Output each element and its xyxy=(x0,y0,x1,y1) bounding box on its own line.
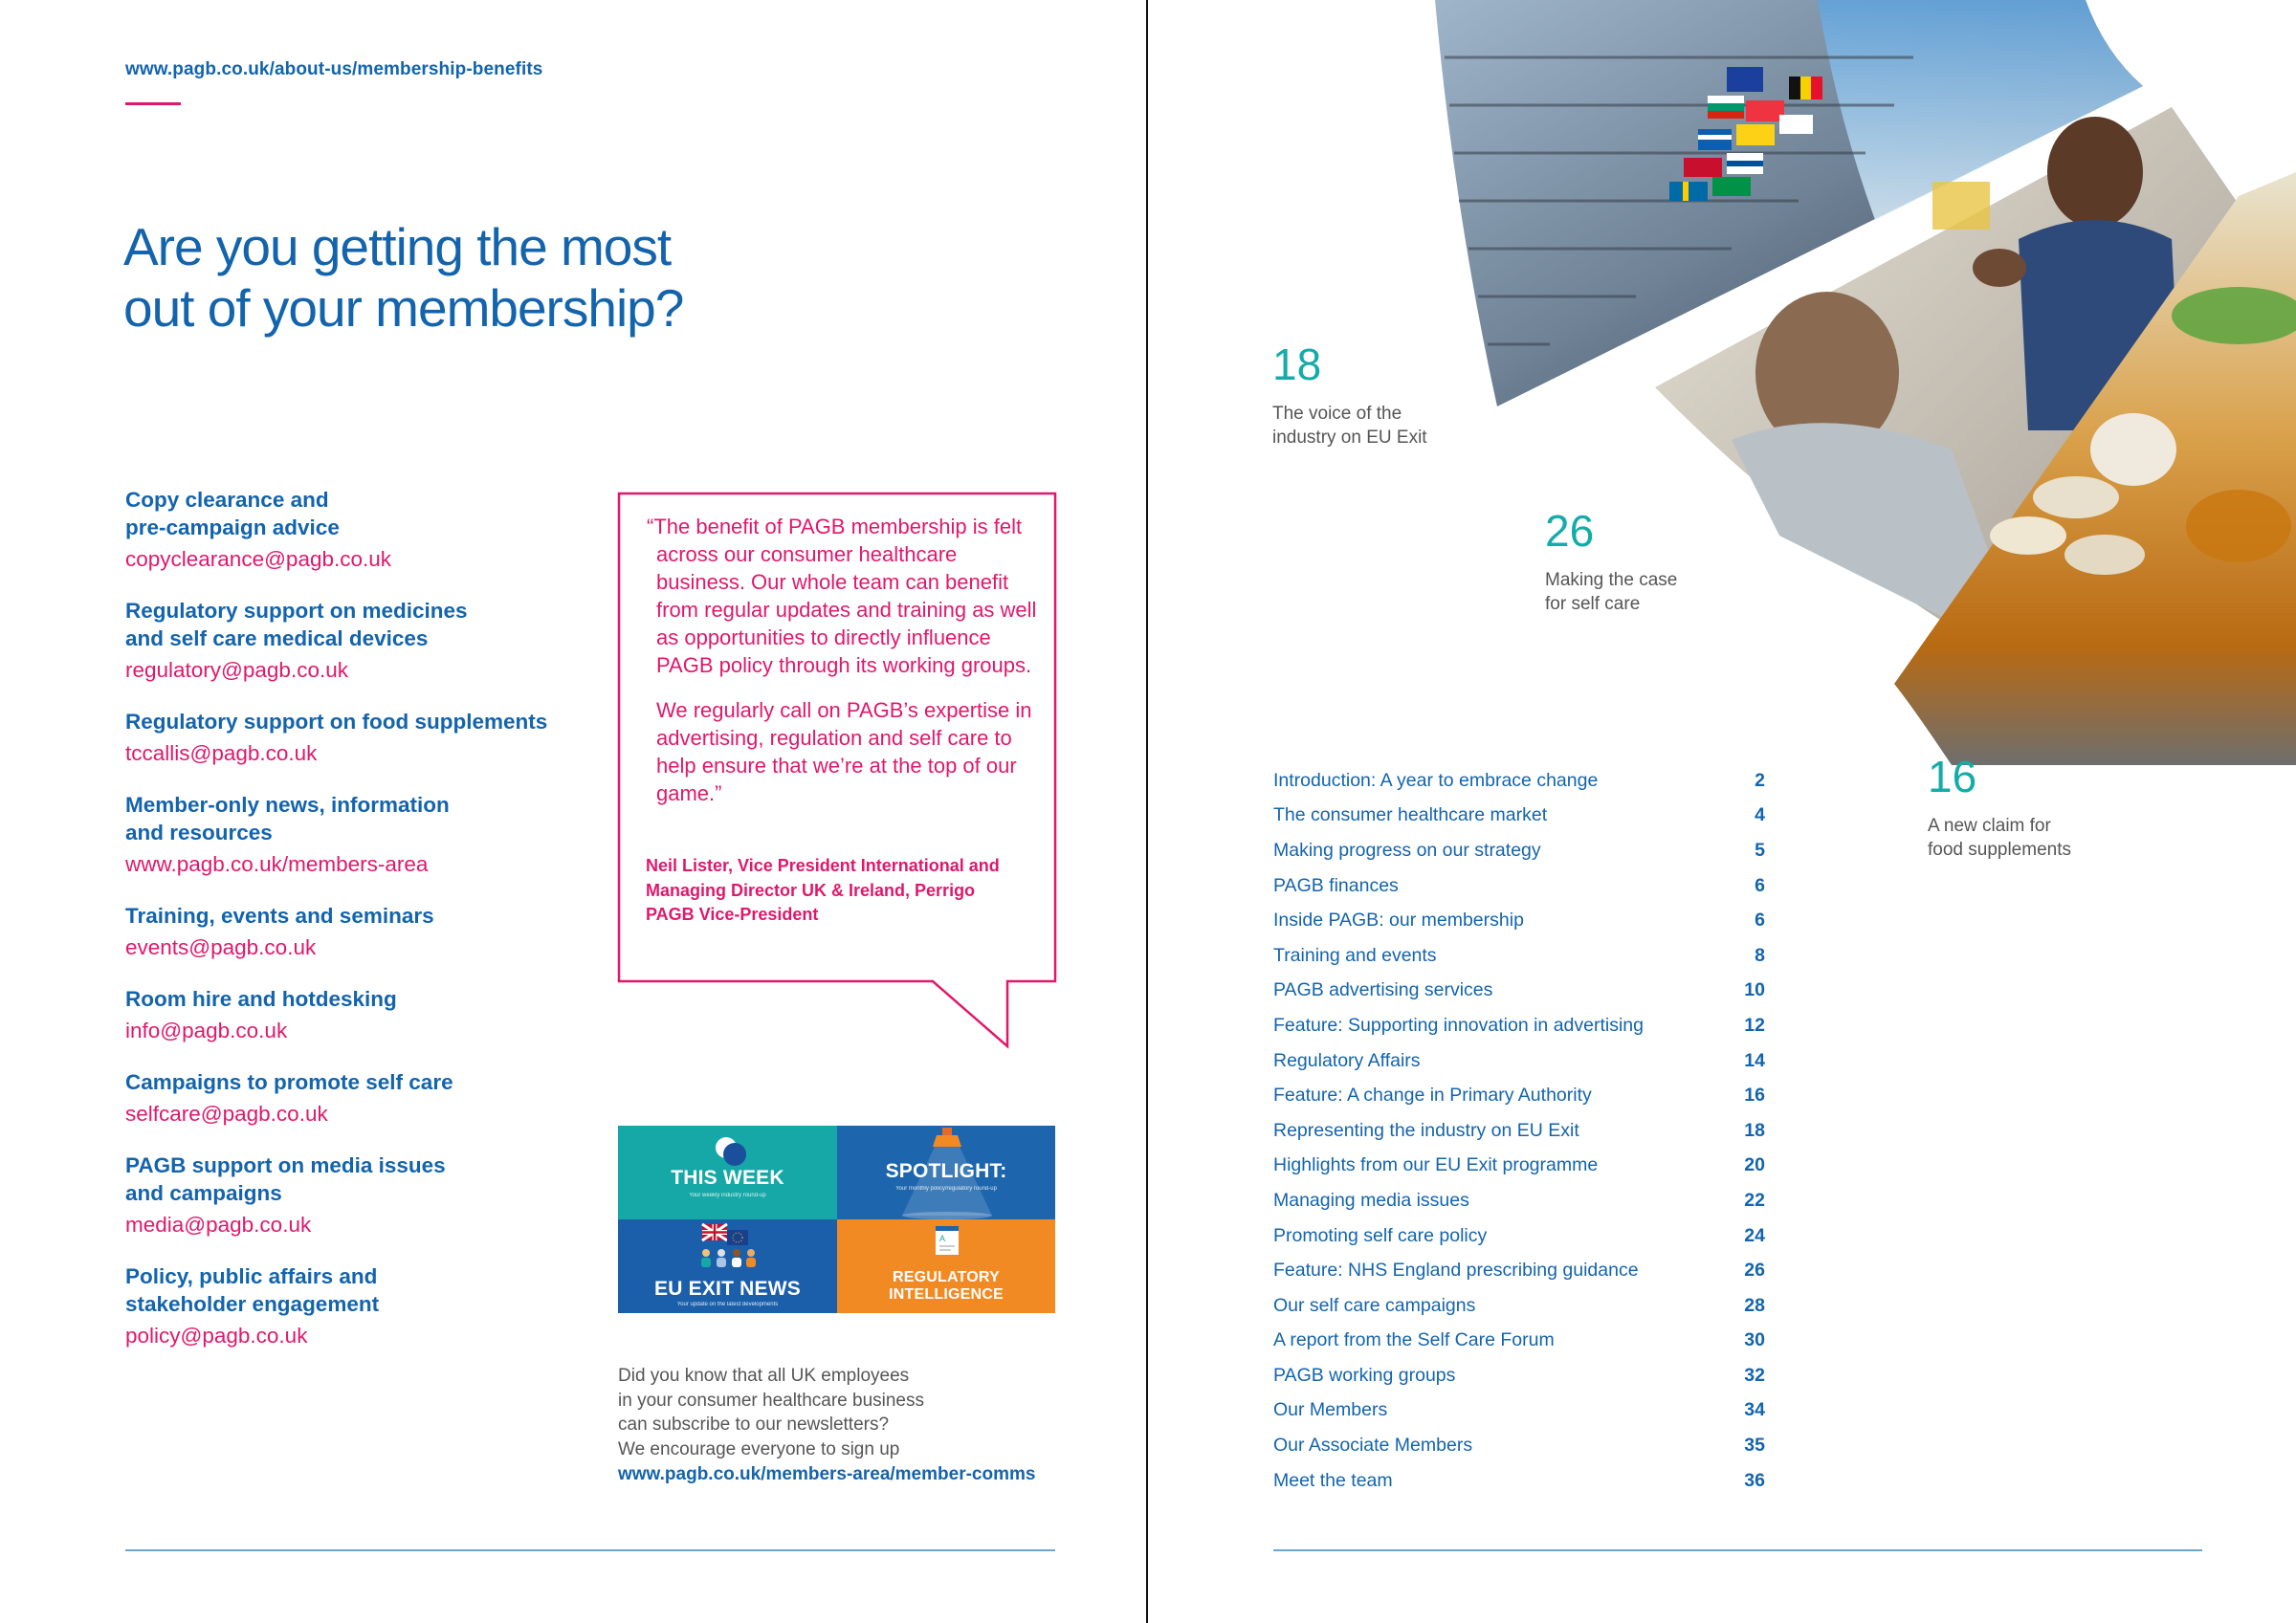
quote-attribution: Neil Lister, Vice President International and Managing Director UK & Ireland, Perrigo PAGB Vice-President xyxy=(646,856,1000,924)
toc-entry[interactable] xyxy=(1273,903,1765,938)
toc-entry-page: 26 xyxy=(1744,1260,1765,1282)
service-item xyxy=(125,1262,575,1350)
service-heading: Regulatory support on medicines and self care medical devices xyxy=(125,599,468,650)
service-item xyxy=(125,902,575,962)
toc-entry-title: Representing the industry on EU Exit xyxy=(1273,1119,1579,1141)
toc-entry-page: 35 xyxy=(1744,1435,1765,1457)
highlight-eu-exit[interactable] xyxy=(1272,342,1427,450)
service-heading: Member-only news, information and resources xyxy=(125,793,450,844)
title-line-1: Are you getting the most xyxy=(123,217,672,276)
tile-title: SPOTLIGHT: xyxy=(885,1160,1007,1182)
service-contact-link[interactable]: media@pagb.co.uk xyxy=(125,1213,312,1237)
toc-entry-title: A report from the Self Care Forum xyxy=(1273,1329,1555,1351)
toc-entry-title: PAGB finances xyxy=(1273,874,1399,896)
toc-entry-page: 2 xyxy=(1755,769,1765,791)
newsletter-info-text: Did you know that all UK employees in your consumer healthcare business can subscribe to our newsletters? We encourage everyone to sign up xyxy=(618,1366,925,1459)
service-contact-link[interactable]: regulatory@pagb.co.uk xyxy=(125,658,348,682)
service-heading: Room hire and hotdesking xyxy=(125,987,397,1011)
service-item xyxy=(125,985,575,1045)
toc-entry-page: 30 xyxy=(1744,1329,1765,1351)
toc-entry-title: Our Members xyxy=(1273,1399,1388,1421)
toc-entry-title: Promoting self care policy xyxy=(1273,1224,1488,1246)
service-contact-link[interactable]: selfcare@pagb.co.uk xyxy=(125,1102,328,1126)
highlight-caption: A new claim for food supplements xyxy=(1928,816,2071,860)
toc-entry-page: 36 xyxy=(1744,1469,1765,1491)
toc-entry-title: Making progress on our strategy xyxy=(1273,839,1541,861)
toc-entry-page: 10 xyxy=(1744,979,1765,1001)
toc-entry-page: 4 xyxy=(1755,804,1765,826)
toc-entry[interactable] xyxy=(1273,763,1765,799)
toc-entry[interactable] xyxy=(1273,1393,1765,1429)
toc-entry-page: 28 xyxy=(1744,1294,1765,1316)
highlight-page-number: 26 xyxy=(1545,506,1595,556)
service-contact-link[interactable]: events@pagb.co.uk xyxy=(125,935,317,959)
toc-entry-page: 8 xyxy=(1755,944,1765,966)
toc-entry-title: The consumer healthcare market xyxy=(1273,804,1548,826)
service-item xyxy=(125,791,575,879)
document-icon xyxy=(934,1224,960,1257)
page-spine-divider xyxy=(1146,0,1148,1623)
toc-entry-page: 18 xyxy=(1744,1119,1765,1141)
service-contact-link[interactable]: copyclearance@pagb.co.uk xyxy=(125,547,392,571)
toc-entry[interactable] xyxy=(1273,974,1765,1009)
service-contact-link[interactable]: tccallis@pagb.co.uk xyxy=(125,741,318,765)
service-heading: Regulatory support on food supplements xyxy=(125,710,548,734)
toc-entry[interactable] xyxy=(1273,868,1765,904)
photo-fan xyxy=(1416,0,2296,765)
toc-entry-title: Feature: Supporting innovation in advertising xyxy=(1273,1014,1644,1036)
toc-entry-title: Introduction: A year to embrace change xyxy=(1273,769,1599,791)
toc-entry[interactable] xyxy=(1273,1428,1765,1463)
toc-entry-title: Our Associate Members xyxy=(1273,1435,1473,1457)
service-item xyxy=(125,597,575,685)
newsletter-tile-spotlight[interactable] xyxy=(837,1126,1055,1219)
toc-entry[interactable] xyxy=(1273,1113,1765,1149)
membership-benefits-url[interactable]: www.pagb.co.uk/about-us/membership-benefits xyxy=(125,59,543,79)
tile-title: EU EXIT NEWS xyxy=(654,1278,801,1300)
title-line-2: out of your membership? xyxy=(123,278,684,338)
newsletter-tiles xyxy=(618,1126,1055,1313)
toc-entry[interactable] xyxy=(1273,938,1765,974)
newsletter-tile-eu-exit[interactable] xyxy=(618,1219,837,1313)
services-list xyxy=(125,486,575,1373)
toc-entry-title: Inside PAGB: our membership xyxy=(1273,910,1524,932)
page-title xyxy=(123,216,683,339)
accent-rule xyxy=(125,102,181,105)
toc-entry-page: 22 xyxy=(1744,1189,1765,1211)
highlight-page-number: 16 xyxy=(1928,752,1977,801)
service-item xyxy=(125,708,575,768)
toc-entry-title: Our self care campaigns xyxy=(1273,1294,1476,1316)
highlight-food-supplements[interactable] xyxy=(1928,752,2071,862)
toc-entry[interactable] xyxy=(1273,1008,1765,1043)
table-of-contents xyxy=(1273,763,1765,1498)
speech-bubbles-icon xyxy=(714,1135,748,1168)
toc-entry[interactable] xyxy=(1273,1324,1765,1359)
service-heading: Campaigns to promote self care xyxy=(125,1070,453,1094)
toc-entry-title: Meet the team xyxy=(1273,1469,1393,1491)
toc-entry[interactable] xyxy=(1273,1218,1765,1254)
tile-title: THIS WEEK xyxy=(671,1167,784,1189)
service-heading: Policy, public affairs and stakeholder engagement xyxy=(125,1264,380,1316)
toc-entry[interactable] xyxy=(1273,1078,1765,1113)
uk-eu-flags-people-icon xyxy=(695,1222,762,1270)
toc-entry[interactable] xyxy=(1273,1288,1765,1324)
tile-title: REGULATORY INTELLIGENCE xyxy=(889,1269,1004,1303)
service-item xyxy=(125,1151,575,1239)
toc-entry-page: 6 xyxy=(1755,910,1765,932)
toc-entry[interactable] xyxy=(1273,1253,1765,1288)
toc-entry-page: 6 xyxy=(1755,874,1765,896)
toc-entry-page: 20 xyxy=(1744,1154,1765,1176)
highlight-self-care[interactable] xyxy=(1545,506,1678,616)
newsletter-tile-this-week[interactable] xyxy=(618,1126,837,1219)
quote-paragraph: We regularly call on PAGB’s expertise in advertising, regulation and self care to help ensure that we’re at the top of our game.” xyxy=(656,698,1032,805)
highlight-caption: Making the case for self care xyxy=(1545,570,1678,614)
tile-subtitle: Your update on the latest developments xyxy=(676,1302,779,1307)
service-heading: Training, events and seminars xyxy=(125,904,434,928)
toc-entry-title: Regulatory Affairs xyxy=(1273,1049,1421,1071)
left-page-bottom-rule xyxy=(125,1549,1055,1551)
service-contact-link[interactable]: info@pagb.co.uk xyxy=(125,1019,288,1042)
toc-entry[interactable] xyxy=(1273,1183,1765,1218)
toc-entry-title: Managing media issues xyxy=(1273,1189,1469,1211)
tile-subtitle: Your monthly policy/regulatory round-up xyxy=(895,1186,997,1192)
service-item xyxy=(125,486,575,574)
newsletter-tile-regulatory-intelligence[interactable] xyxy=(837,1219,1055,1313)
service-item xyxy=(125,1068,575,1129)
toc-entry-page: 16 xyxy=(1744,1085,1765,1107)
toc-entry-title: Highlights from our EU Exit programme xyxy=(1273,1154,1599,1176)
member-quote xyxy=(647,513,1039,824)
quote-paragraph: “The benefit of PAGB membership is felt across our consumer healthcare business. Our whole team can benefit from regular updates and training as well as opportunities to directly influence PAGB policy through its working groups. xyxy=(647,515,1037,677)
toc-entry-title: Training and events xyxy=(1273,944,1437,966)
highlight-caption: The voice of the industry on EU Exit xyxy=(1272,404,1427,448)
toc-entry[interactable] xyxy=(1273,1149,1765,1184)
toc-entry[interactable] xyxy=(1273,799,1765,834)
toc-entry-page: 34 xyxy=(1744,1399,1765,1421)
member-comms-link[interactable]: www.pagb.co.uk/members-area/member-comms xyxy=(618,1464,1036,1484)
service-heading: PAGB support on media issues and campaigns xyxy=(125,1153,446,1205)
toc-entry[interactable] xyxy=(1273,1358,1765,1393)
toc-entry-page: 12 xyxy=(1744,1014,1765,1036)
toc-entry-title: Feature: NHS England prescribing guidance xyxy=(1273,1260,1639,1282)
toc-entry-title: PAGB working groups xyxy=(1273,1364,1456,1386)
right-page-bottom-rule xyxy=(1273,1549,2202,1551)
service-heading: Copy clearance and pre-campaign advice xyxy=(125,488,340,539)
toc-entry[interactable] xyxy=(1273,833,1765,868)
toc-entry[interactable] xyxy=(1273,1043,1765,1079)
toc-entry-title: PAGB advertising services xyxy=(1273,979,1493,1001)
toc-entry-page: 24 xyxy=(1744,1224,1765,1246)
svg-text:A: A xyxy=(939,1234,946,1243)
toc-entry-title: Feature: A change in Primary Authority xyxy=(1273,1085,1592,1107)
toc-entry-page: 32 xyxy=(1744,1364,1765,1386)
service-contact-link[interactable]: www.pagb.co.uk/members-area xyxy=(125,852,429,876)
toc-entry[interactable] xyxy=(1273,1463,1765,1499)
service-contact-link[interactable]: policy@pagb.co.uk xyxy=(125,1324,308,1348)
tile-subtitle: Your weekly industry round-up xyxy=(689,1193,766,1198)
toc-entry-page: 14 xyxy=(1744,1049,1765,1071)
highlight-page-number: 18 xyxy=(1272,340,1322,389)
toc-entry-page: 5 xyxy=(1755,839,1765,861)
